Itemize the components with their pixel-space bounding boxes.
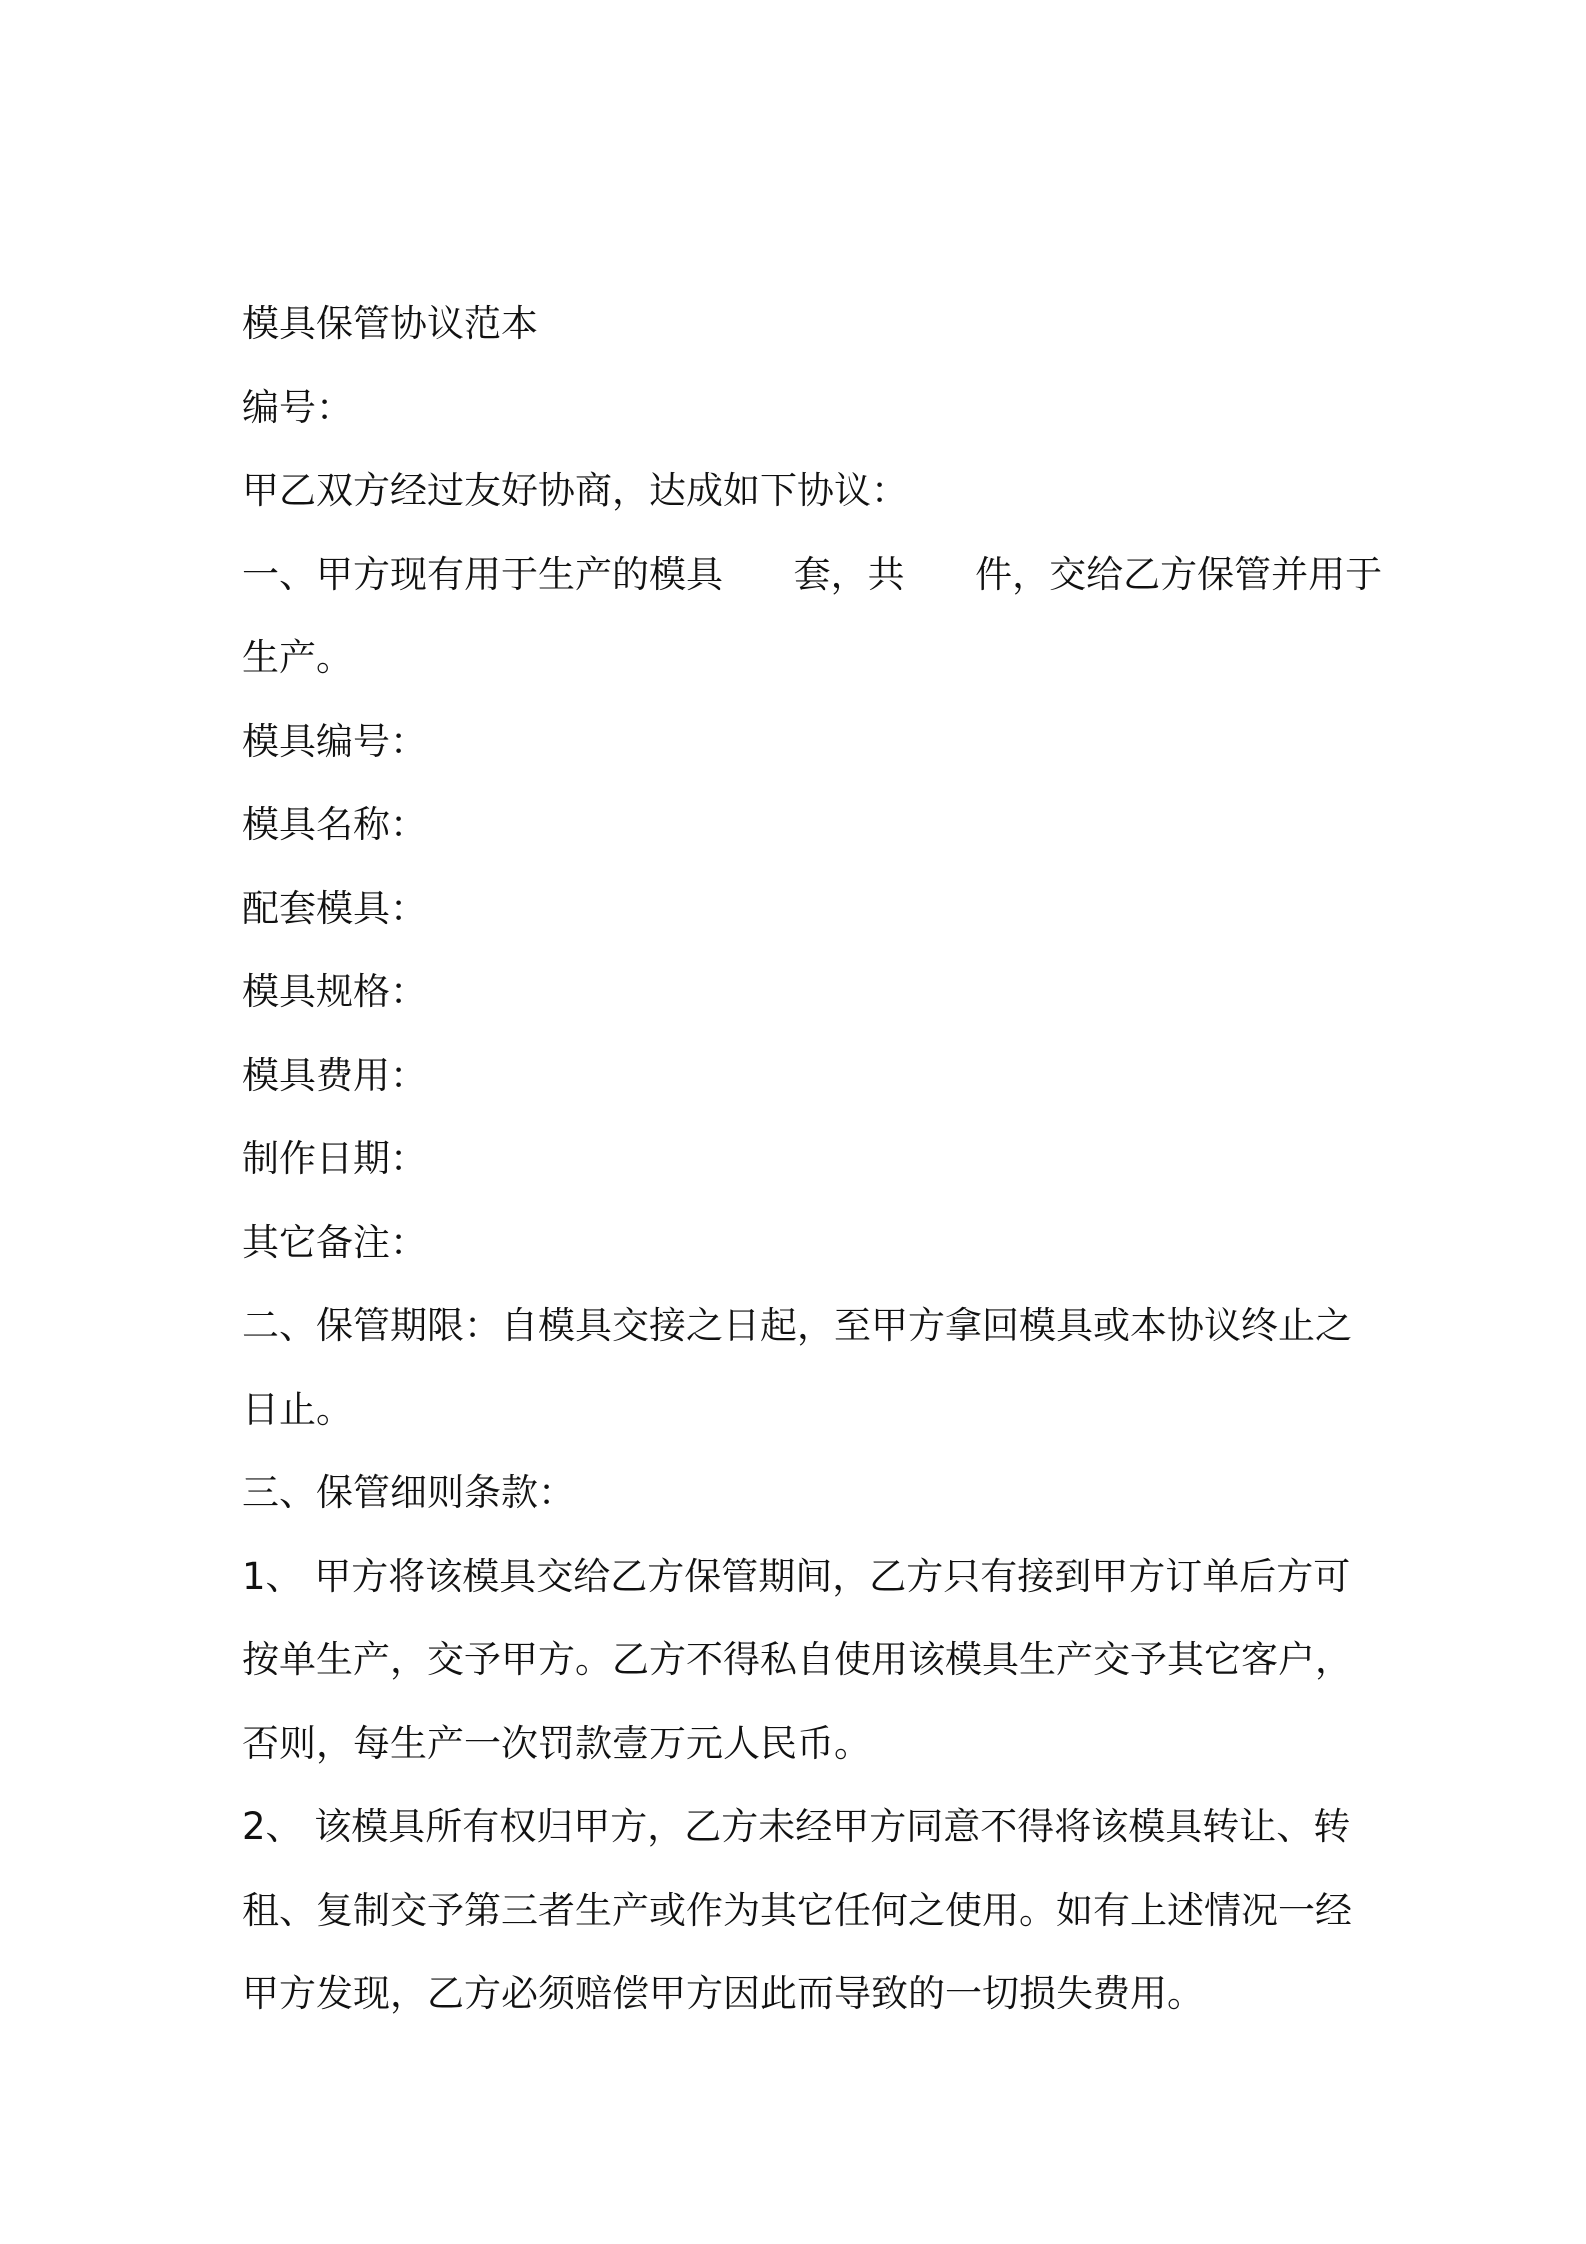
field-mold-number: 模具编号： [242,719,427,763]
field-mold-name: 模具名称： [242,803,427,846]
item-1-line-3: 否则，每生产一次罚款壹万元人民币。 [242,1721,871,1765]
item-2-line-3: 甲方发现，乙方必须赔偿甲方因此而导致的一切损失费用。 [242,1972,1204,2015]
item-1-line-2: 按单生产，交予甲方。乙方不得私自使用该模具生产交予其它客户， [242,1638,1352,1681]
clause-1-line-1: 一、甲方现有用于生产的模具 套，共 件，交给乙方保管并用于 [242,552,1383,596]
clause-2-line-1: 二、保管期限：自模具交接之日起，至甲方拿回模具或本协议终止之 [242,1304,1352,1347]
field-matching-mold: 配套模具： [242,886,427,930]
item-2-line-1: 2、 该模具所有权归甲方，乙方未经甲方同意不得将该模具转让、转 [242,1805,1351,1848]
document-body [242,282,1383,2036]
field-production-date: 制作日期： [242,1137,427,1180]
field-other-remarks: 其它备注： [242,1220,427,1264]
field-mold-spec: 模具规格： [242,970,427,1013]
item-1-line-1: 1、 甲方将该模具交给乙方保管期间，乙方只有接到甲方订单后方可 [242,1554,1351,1598]
clause-3-heading: 三、保管细则条款： [242,1471,575,1514]
field-mold-cost: 模具费用： [242,1053,427,1097]
document-title: 模具保管协议范本 [242,302,538,345]
clause-1-line-2: 生产。 [242,636,353,679]
item-2-line-2: 租、复制交予第三者生产或作为其它任何之使用。如有上述情况一经 [242,1888,1352,1932]
clause-2-line-2: 日止。 [242,1387,353,1431]
intro-text: 甲乙双方经过友好协商，达成如下协议： [242,469,908,512]
number-label: 编号： [242,385,353,429]
